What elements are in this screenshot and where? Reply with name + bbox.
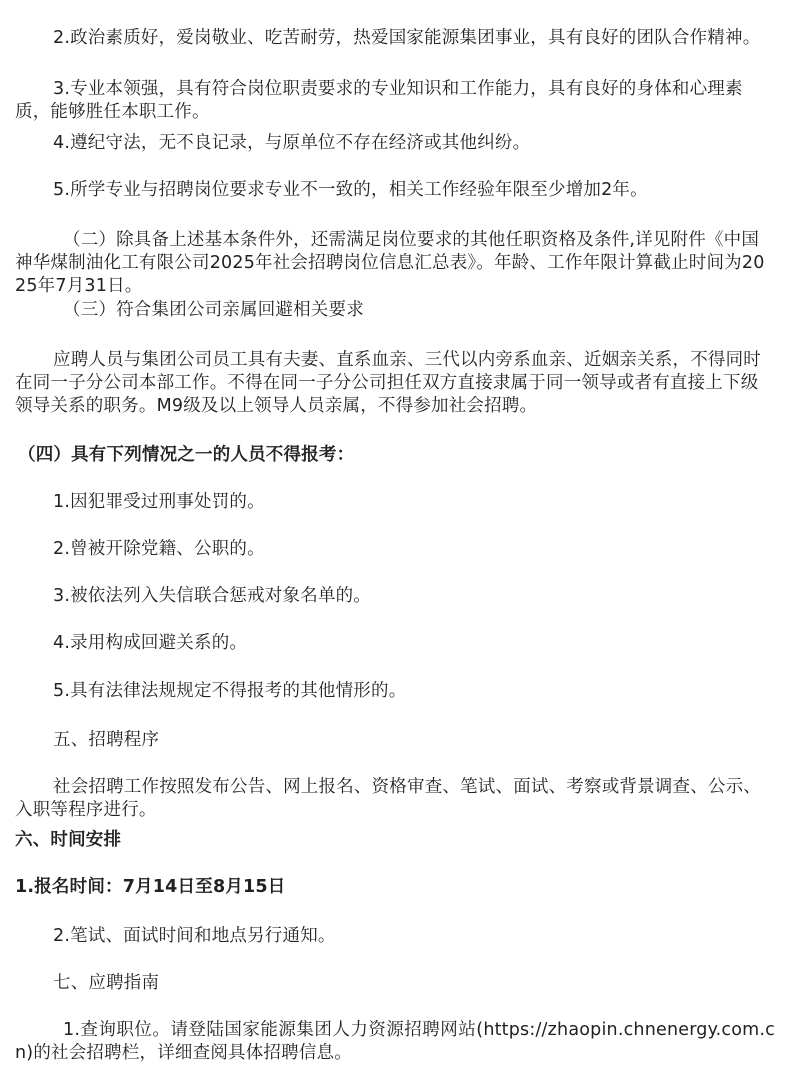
requirement-law: 4.遵纪守法，无不良记录，与原单位不存在经济或其他纠纷。 — [53, 133, 531, 153]
requirement-politics: 2.政治素质好，爱岗敬业、吃苦耐劳，热爱国家能源集团事业，具有良好的团队合作精神。 — [53, 28, 761, 48]
exclusion-item-1: 1.因犯罪受过刑事处罚的。 — [53, 492, 265, 512]
relatives-paragraph: 应聘人员与集团公司员工具有夫妻、直系血亲、三代以内旁系血亲、近姻亲关系，不得同时在同一子分公司本部工作。不得在同一子分公司担任双方直接隶属于同一领导或者有直接上下级领导关系的职务。M9级及以上领导人员亲属，不得参加社会招聘。 — [15, 350, 761, 416]
section-6-heading: 六、时间安排 — [15, 830, 122, 850]
exam-notice: 2.笔试、面试时间和地点另行通知。 — [53, 926, 336, 946]
section-3-heading: （三）符合集团公司亲属回避相关要求 — [63, 300, 364, 320]
exclusion-item-5: 5.具有法律法规规定不得报考的其他情形的。 — [53, 681, 407, 701]
section-2-paragraph: （二）除具备上述基本条件外，还需满足岗位要求的其他任职资格及条件,详见附件《中国神华煤制油化工有限公司2025年社会招聘岗位信息汇总表》。年龄、工作年限计算截止时间为2025年7月31日。 — [15, 230, 765, 296]
exclusion-item-3: 3.被依法列入失信联合惩戒对象名单的。 — [53, 586, 371, 606]
guide-paragraph: 1.查询职位。请登陆国家能源集团人力资源招聘网站(https://zhaopin.chnenergy.com.cn)的社会招聘栏，详细查阅具体招聘信息。 — [15, 1020, 775, 1063]
requirement-skills: 3.专业本领强，具有符合岗位职责要求的专业知识和工作能力，具有良好的身体和心理素质，能够胜任本职工作。 — [15, 79, 743, 122]
section-7-heading: 七、应聘指南 — [53, 973, 160, 993]
requirement-major: 5.所学专业与招聘岗位要求专业不一致的，相关工作经验年限至少增加2年。 — [53, 180, 648, 200]
registration-time: 1.报名时间：7月14日至8月15日 — [15, 877, 286, 897]
section-4-heading: （四）具有下列情况之一的人员不得报考： — [18, 445, 355, 465]
section-5-heading: 五、招聘程序 — [53, 730, 160, 750]
exclusion-item-4: 4.录用构成回避关系的。 — [53, 633, 248, 653]
procedure-paragraph: 社会招聘工作按照发布公告、网上报名、资格审查、笔试、面试、考察或背景调查、公示、入职等程序进行。 — [15, 777, 761, 820]
exclusion-item-2: 2.曾被开除党籍、公职的。 — [53, 539, 265, 559]
